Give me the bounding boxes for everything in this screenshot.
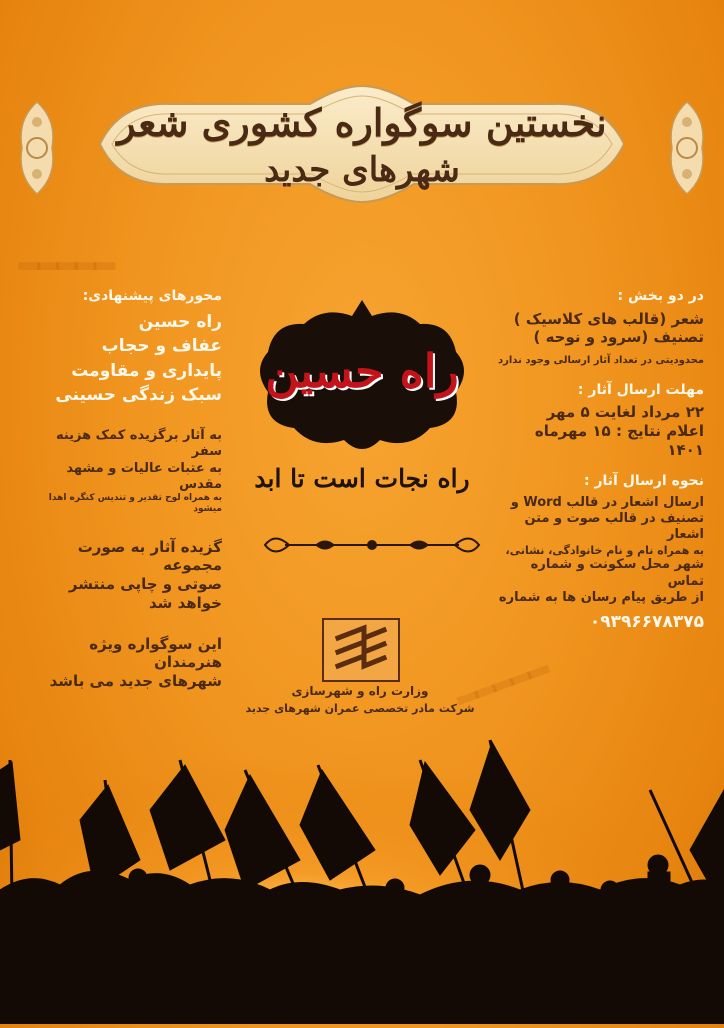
ornament-left-icon — [12, 100, 62, 196]
section-poetry: شعر (قالب های کلاسیک ) — [513, 309, 704, 328]
results-text: اعلام نتایج : ۱۵ مهرماه ۱۴۰۱ — [534, 421, 704, 459]
ministry-logo-icon — [322, 618, 400, 682]
logo-title: راه حسین — [265, 344, 459, 398]
title-line-2: شهرهای جدید — [264, 150, 460, 190]
divider-ornament-icon — [255, 530, 489, 560]
axis-item: پایداری و مقاومت — [71, 360, 222, 381]
special-line: این سوگواره ویژه هنرمندان — [89, 634, 222, 672]
howto-line: تصنیف در قالب صوت و متن اشعار — [524, 511, 704, 543]
ministry-name: وزارت راه و شهرسازی — [291, 684, 429, 698]
axis-item: راه حسین — [138, 311, 222, 332]
ornament-right-icon — [662, 100, 712, 196]
howto-heading: نحوه ارسال آثار : — [583, 473, 704, 490]
phone-number: ۰۹۳۹۶۶۷۸۳۷۵ — [589, 612, 704, 632]
axes-heading: محورهای پیشنهادی: — [82, 288, 222, 304]
deadline-heading: مهلت ارسال آثار : — [577, 381, 704, 398]
howto-line: شهر محل سکونت و شماره تماس — [530, 557, 704, 589]
logo-tagline: راه نجات است تا ابد — [254, 464, 470, 493]
howto-line: به همراه نام و نام خانوادگی، نشانی، — [505, 543, 704, 557]
section-song: تصنیف (سرود و نوحه ) — [533, 328, 704, 347]
prize-line: به عتبات عالیات و مشهد مقدس — [66, 460, 222, 492]
axis-item: عفاف و حجاب — [101, 336, 222, 357]
background-calligraphy: ـــــ — [20, 210, 114, 285]
publish-line: گزیده آثار به صورت مجموعه — [77, 537, 222, 575]
procession-silhouette-image — [0, 700, 724, 1024]
howto-line: ارسال اشعار در قالب Word و — [510, 494, 704, 510]
special-line: شهرهای جدید می باشد — [49, 672, 222, 691]
sections-heading: در دو بخش : — [617, 288, 704, 304]
publish-line: صوتی و چاپی منتشر خواهد شد — [68, 575, 222, 612]
info-column-right — [494, 288, 704, 633]
prize-line: به آثار برگزیده کمک هزینه سفر — [55, 428, 222, 460]
title-line-1: نخستین سوگواره کشوری شعر — [117, 100, 607, 145]
submission-note: محدودیتی در تعداد آثار ارسالی وجود ندارد — [497, 355, 704, 366]
background-calligraphy: ـــــ — [440, 616, 554, 719]
deadline-text: ۲۲ مرداد لغایت ۵ مهر — [546, 403, 704, 421]
prize-note: به همراه لوح تقدیر و تندیس کنگره اهدا میشود — [48, 493, 222, 515]
howto-line: از طریق پیام رسان ها به شماره — [498, 589, 704, 605]
info-column-left — [22, 288, 222, 691]
axis-item: سبک زندگی حسینی — [55, 385, 222, 406]
